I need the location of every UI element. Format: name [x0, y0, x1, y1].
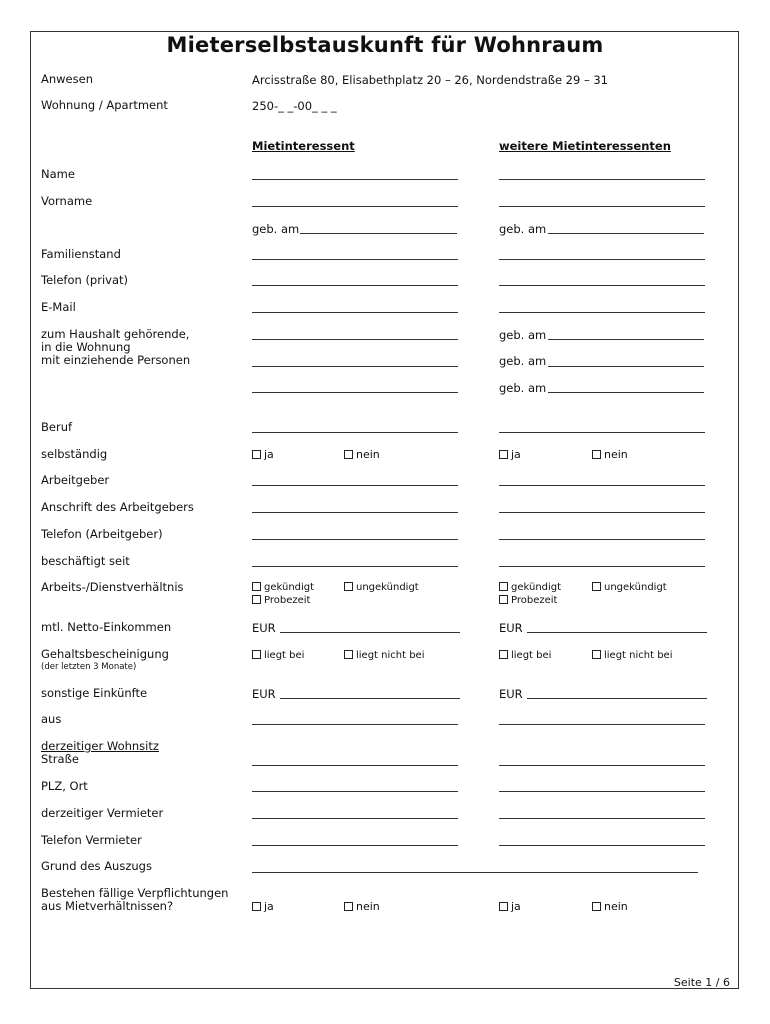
probezeit-1[interactable]: Probezeit	[252, 595, 310, 607]
verpflichtungen-label-1: Bestehen fällige Verpflichtungen	[41, 886, 229, 900]
gehalt-label: Gehaltsbescheinigung	[41, 647, 169, 661]
plz-ort-label: PLZ, Ort	[41, 779, 88, 793]
checkbox-icon	[252, 450, 261, 459]
selbstaendig-nein-2[interactable]: nein	[592, 449, 628, 461]
checkbox-icon	[499, 902, 508, 911]
haushalt-geb-prefix-3: geb. am	[499, 381, 547, 395]
beruf-field-2[interactable]	[499, 432, 705, 433]
telefon-privat-field-2[interactable]	[499, 285, 705, 286]
checkbox-icon	[592, 902, 601, 911]
geb-am-field-1[interactable]	[300, 233, 457, 234]
selbstaendig-nein-1[interactable]: nein	[344, 449, 380, 461]
col2-header: weitere Mietinteressenten	[499, 139, 671, 153]
haushalt-geb-field-3[interactable]	[548, 392, 704, 393]
sonstige-label: sonstige Einkünfte	[41, 686, 148, 700]
ungekuendigt-2[interactable]: ungekündigt	[592, 582, 667, 594]
netto-eur-prefix-2: EUR	[499, 621, 523, 635]
ungekuendigt-1[interactable]: ungekündigt	[344, 582, 419, 594]
checkbox-icon	[592, 450, 601, 459]
email-label: E-Mail	[41, 300, 76, 314]
telefon-arbeitgeber-field-2[interactable]	[499, 539, 705, 540]
haushalt-geb-prefix-2: geb. am	[499, 354, 547, 368]
arbeitgeber-field-2[interactable]	[499, 485, 705, 486]
checkbox-icon	[344, 902, 353, 911]
telefon-vermieter-label: Telefon Vermieter	[41, 833, 142, 847]
strasse-field-1[interactable]	[252, 765, 458, 766]
telefon-vermieter-field-1[interactable]	[252, 845, 458, 846]
netto-field-2[interactable]	[527, 632, 707, 633]
haushalt-field-2[interactable]	[252, 366, 458, 367]
beruf-label: Beruf	[41, 420, 73, 434]
checkbox-icon	[252, 582, 261, 591]
wohnung-label: Wohnung / Apartment	[41, 98, 168, 112]
wohnsitz-label: derzeitiger Wohnsitz	[41, 739, 159, 753]
selbstaendig-ja-2[interactable]: ja	[499, 449, 521, 461]
verpflichtungen-nein-2[interactable]: nein	[592, 901, 628, 913]
haushalt-field-1[interactable]	[252, 339, 458, 340]
anschrift-arbeitgeber-label: Anschrift des Arbeitgebers	[41, 500, 194, 514]
beschaeftigt-seit-label: beschäftigt seit	[41, 554, 130, 568]
email-field-1[interactable]	[252, 312, 458, 313]
aus-field-1[interactable]	[252, 724, 458, 725]
netto-eur-prefix-1: EUR	[252, 621, 276, 635]
strasse-field-2[interactable]	[499, 765, 705, 766]
liegt-nicht-bei-1[interactable]: liegt nicht bei	[344, 650, 425, 662]
beruf-field-1[interactable]	[252, 432, 458, 433]
plz-ort-field-2[interactable]	[499, 791, 705, 792]
telefon-arbeitgeber-field-1[interactable]	[252, 539, 458, 540]
telefon-privat-label: Telefon (privat)	[41, 273, 129, 287]
aus-label: aus	[41, 712, 62, 726]
checkbox-icon	[252, 902, 261, 911]
arbeitgeber-field-1[interactable]	[252, 485, 458, 486]
arbeitgeber-label: Arbeitgeber	[41, 473, 110, 487]
anwesen-value: Arcisstraße 80, Elisabethplatz 20 – 26, Nordendstraße 29 – 31	[252, 73, 609, 87]
wohnung-value: 250-_ _-00_ _ _	[252, 99, 337, 113]
beschaeftigt-seit-field-1[interactable]	[252, 566, 458, 567]
plz-ort-field-1[interactable]	[252, 791, 458, 792]
familienstand-label: Familienstand	[41, 247, 121, 261]
vorname-label: Vorname	[41, 194, 93, 208]
gehalt-sublabel: (der letzten 3 Monate)	[41, 662, 137, 672]
telefon-privat-field-1[interactable]	[252, 285, 458, 286]
liegt-nicht-bei-2[interactable]: liegt nicht bei	[592, 650, 673, 662]
netto-label: mtl. Netto-Einkommen	[41, 620, 172, 634]
haushalt-label-2: in die Wohnung	[41, 340, 131, 354]
selbstaendig-label: selbständig	[41, 447, 108, 461]
checkbox-icon	[592, 582, 601, 591]
grund-auszug-field[interactable]	[252, 872, 698, 873]
name-label: Name	[41, 167, 75, 181]
checkbox-icon	[499, 595, 508, 604]
anwesen-label: Anwesen	[41, 72, 93, 86]
sonstige-eur-prefix-1: EUR	[252, 687, 276, 701]
checkbox-icon	[499, 450, 508, 459]
haushalt-label-3: mit einziehende Personen	[41, 353, 191, 367]
vermieter-field-2[interactable]	[499, 818, 705, 819]
netto-field-1[interactable]	[280, 632, 460, 633]
name-field-1[interactable]	[252, 179, 458, 180]
liegt-bei-1[interactable]: liegt bei	[252, 650, 304, 662]
grund-auszug-label: Grund des Auszugs	[41, 859, 152, 873]
haushalt-label-1: zum Haushalt gehörende,	[41, 327, 190, 341]
sonstige-field-1[interactable]	[280, 698, 460, 699]
checkbox-icon	[252, 595, 261, 604]
haushalt-geb-prefix-1: geb. am	[499, 328, 547, 342]
telefon-vermieter-field-2[interactable]	[499, 845, 705, 846]
checkbox-icon	[252, 650, 261, 659]
haushalt-field-3[interactable]	[252, 392, 458, 393]
arbeitsverhaeltnis-label: Arbeits-/Dienstverhältnis	[41, 580, 184, 594]
gekuendigt-1[interactable]: gekündigt	[252, 582, 314, 594]
haushalt-geb-field-2[interactable]	[548, 366, 704, 367]
checkbox-icon	[499, 582, 508, 591]
verpflichtungen-ja-1[interactable]: ja	[252, 901, 274, 913]
sonstige-field-2[interactable]	[527, 698, 707, 699]
checkbox-icon	[592, 650, 601, 659]
probezeit-2[interactable]: Probezeit	[499, 595, 557, 607]
liegt-bei-2[interactable]: liegt bei	[499, 650, 551, 662]
form-title: Mieterselbstauskunft für Wohnraum	[166, 33, 604, 57]
verpflichtungen-label-2: aus Mietverhältnissen?	[41, 899, 174, 913]
vorname-field-2[interactable]	[499, 206, 705, 207]
checkbox-icon	[499, 650, 508, 659]
gekuendigt-2[interactable]: gekündigt	[499, 582, 561, 594]
checkbox-icon	[344, 450, 353, 459]
anschrift-arbeitgeber-field-2[interactable]	[499, 512, 705, 513]
telefon-arbeitgeber-label: Telefon (Arbeitgeber)	[41, 527, 163, 541]
geb-am-field-2[interactable]	[548, 233, 704, 234]
anschrift-arbeitgeber-field-1[interactable]	[252, 512, 458, 513]
aus-field-2[interactable]	[499, 724, 705, 725]
haushalt-geb-field-1[interactable]	[548, 339, 704, 340]
verpflichtungen-ja-2[interactable]: ja	[499, 901, 521, 913]
col1-header: Mietinteressent	[252, 139, 355, 153]
sonstige-eur-prefix-2: EUR	[499, 687, 523, 701]
checkbox-icon	[344, 650, 353, 659]
verpflichtungen-nein-1[interactable]: nein	[344, 901, 380, 913]
selbstaendig-ja-1[interactable]: ja	[252, 449, 274, 461]
vorname-field-1[interactable]	[252, 206, 458, 207]
page-number: Seite 1 / 6	[673, 976, 730, 989]
beschaeftigt-seit-field-2[interactable]	[499, 566, 705, 567]
name-field-2[interactable]	[499, 179, 705, 180]
geb-am-prefix-2: geb. am	[499, 222, 547, 236]
geb-am-prefix-1: geb. am	[252, 222, 300, 236]
strasse-label: Straße	[41, 752, 79, 766]
familienstand-field-2[interactable]	[499, 259, 705, 260]
familienstand-field-1[interactable]	[252, 259, 458, 260]
email-field-2[interactable]	[499, 312, 705, 313]
vermieter-field-1[interactable]	[252, 818, 458, 819]
checkbox-icon	[344, 582, 353, 591]
vermieter-label: derzeitiger Vermieter	[41, 806, 164, 820]
